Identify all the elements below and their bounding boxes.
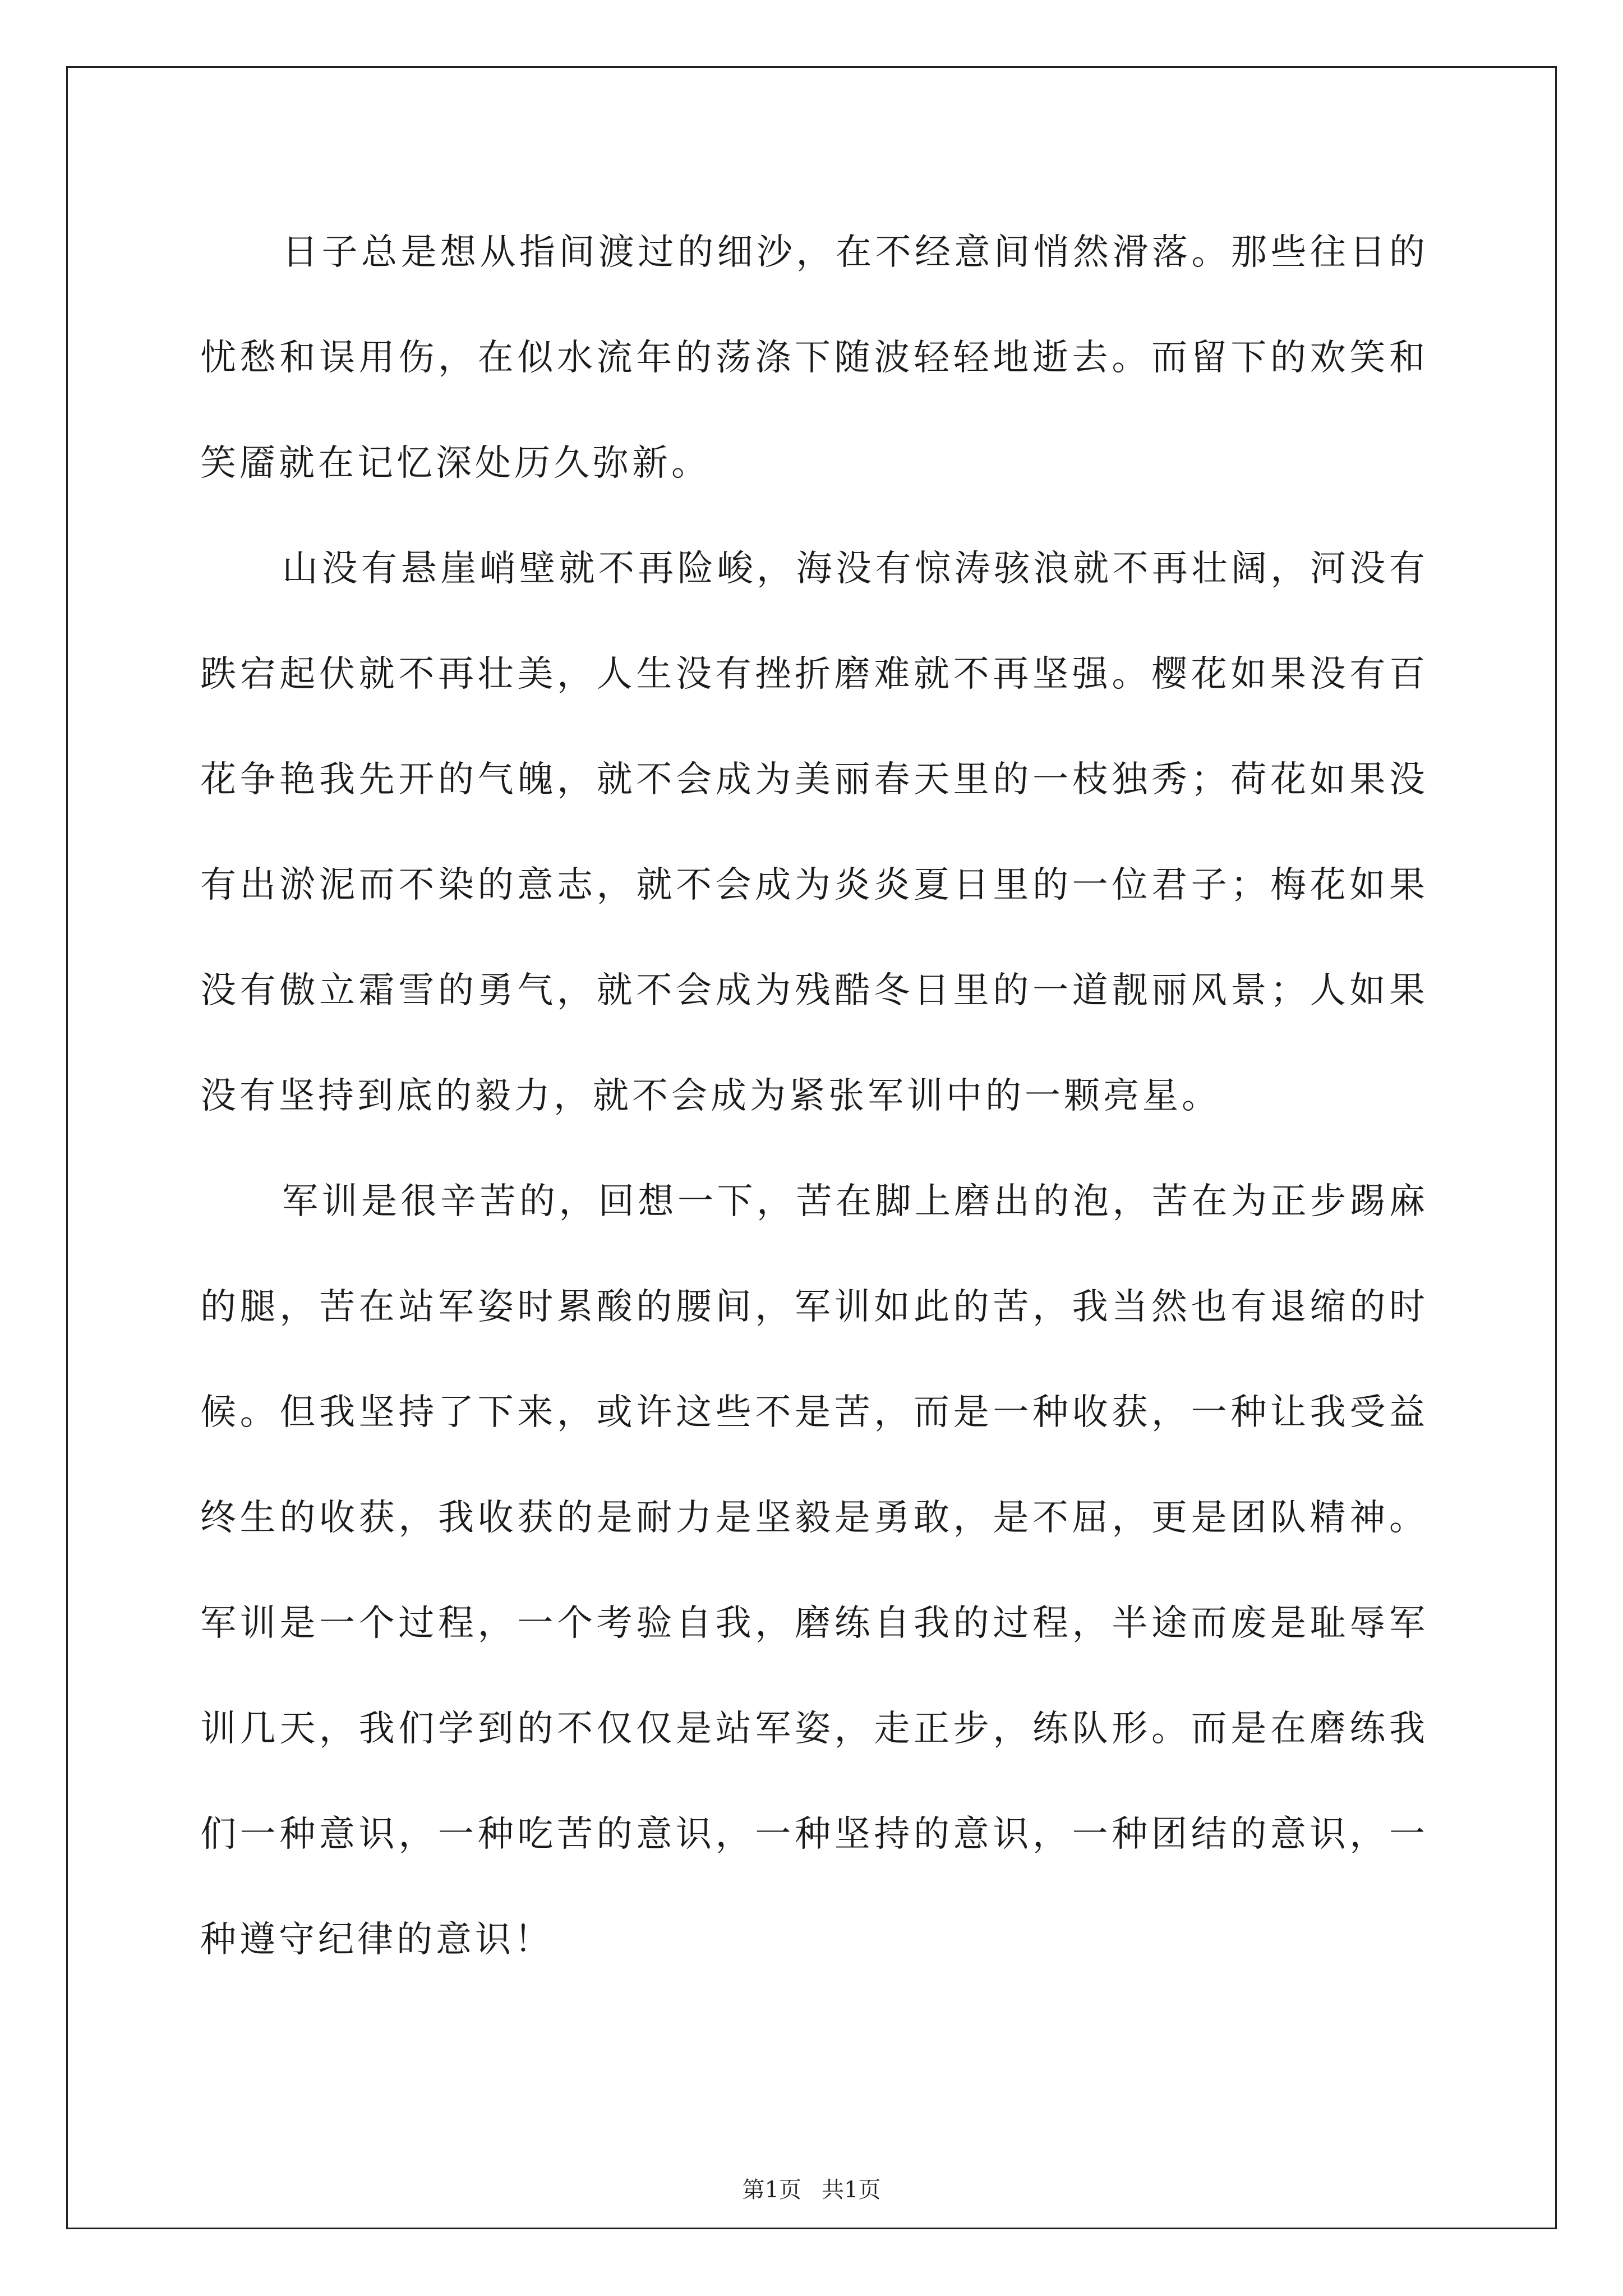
page-number-total: 共1页 [822,2177,881,2203]
page-number-current: 第1页 [742,2177,801,2203]
page-footer [0,2177,1623,2203]
paragraph-2: 山没有悬崖峭壁就不再险峻，海没有惊涛骇浪就不再壮阔，河没有跌宕起伏就不再壮美，人生没有挫折磨难就不再坚强。樱花如果没有百花争艳我先开的气魄，就不会成为美丽春天里的一枝独秀；荷花如果没有出淤泥而不染的意志，就不会成为炎炎夏日里的一位君子；梅花如果没有傲立霜雪的勇气，就不会成为残酷冬日里的一道靓丽风景；人如果没有坚持到底的毅力，就不会成为紧张军训中的一颗亮星。 [200,548,1428,1117]
paragraph-1: 日子总是想从指间渡过的细沙，在不经意间悄然滑落。那些往日的忧愁和误用伤，在似水流年的荡涤下随波轻轻地逝去。而留下的欢笑和笑靥就在记忆深处历久弥新。 [200,232,1428,484]
document-body [200,200,1428,1993]
paragraph-3: 军训是很辛苦的，回想一下，苦在脚上磨出的泡，苦在为正步踢麻的腿，苦在站军姿时累酸的腰间，军训如此的苦，我当然也有退缩的时候。但我坚持了下来，或许这些不是苦，而是一种收获，一种让我受益终生的收获，我收获的是耐力是坚毅是勇敢，是不屈，更是团队精神。军训是一个过程，一个考验自我，磨练自我的过程，半途而废是耻辱军训几天，我们学到的不仅仅是站军姿，走正步，练队形。而是在磨练我们一种意识，一种吃苦的意识，一种坚持的意识，一种团结的意识，一种遵守纪律的意识！ [200,1181,1428,1961]
